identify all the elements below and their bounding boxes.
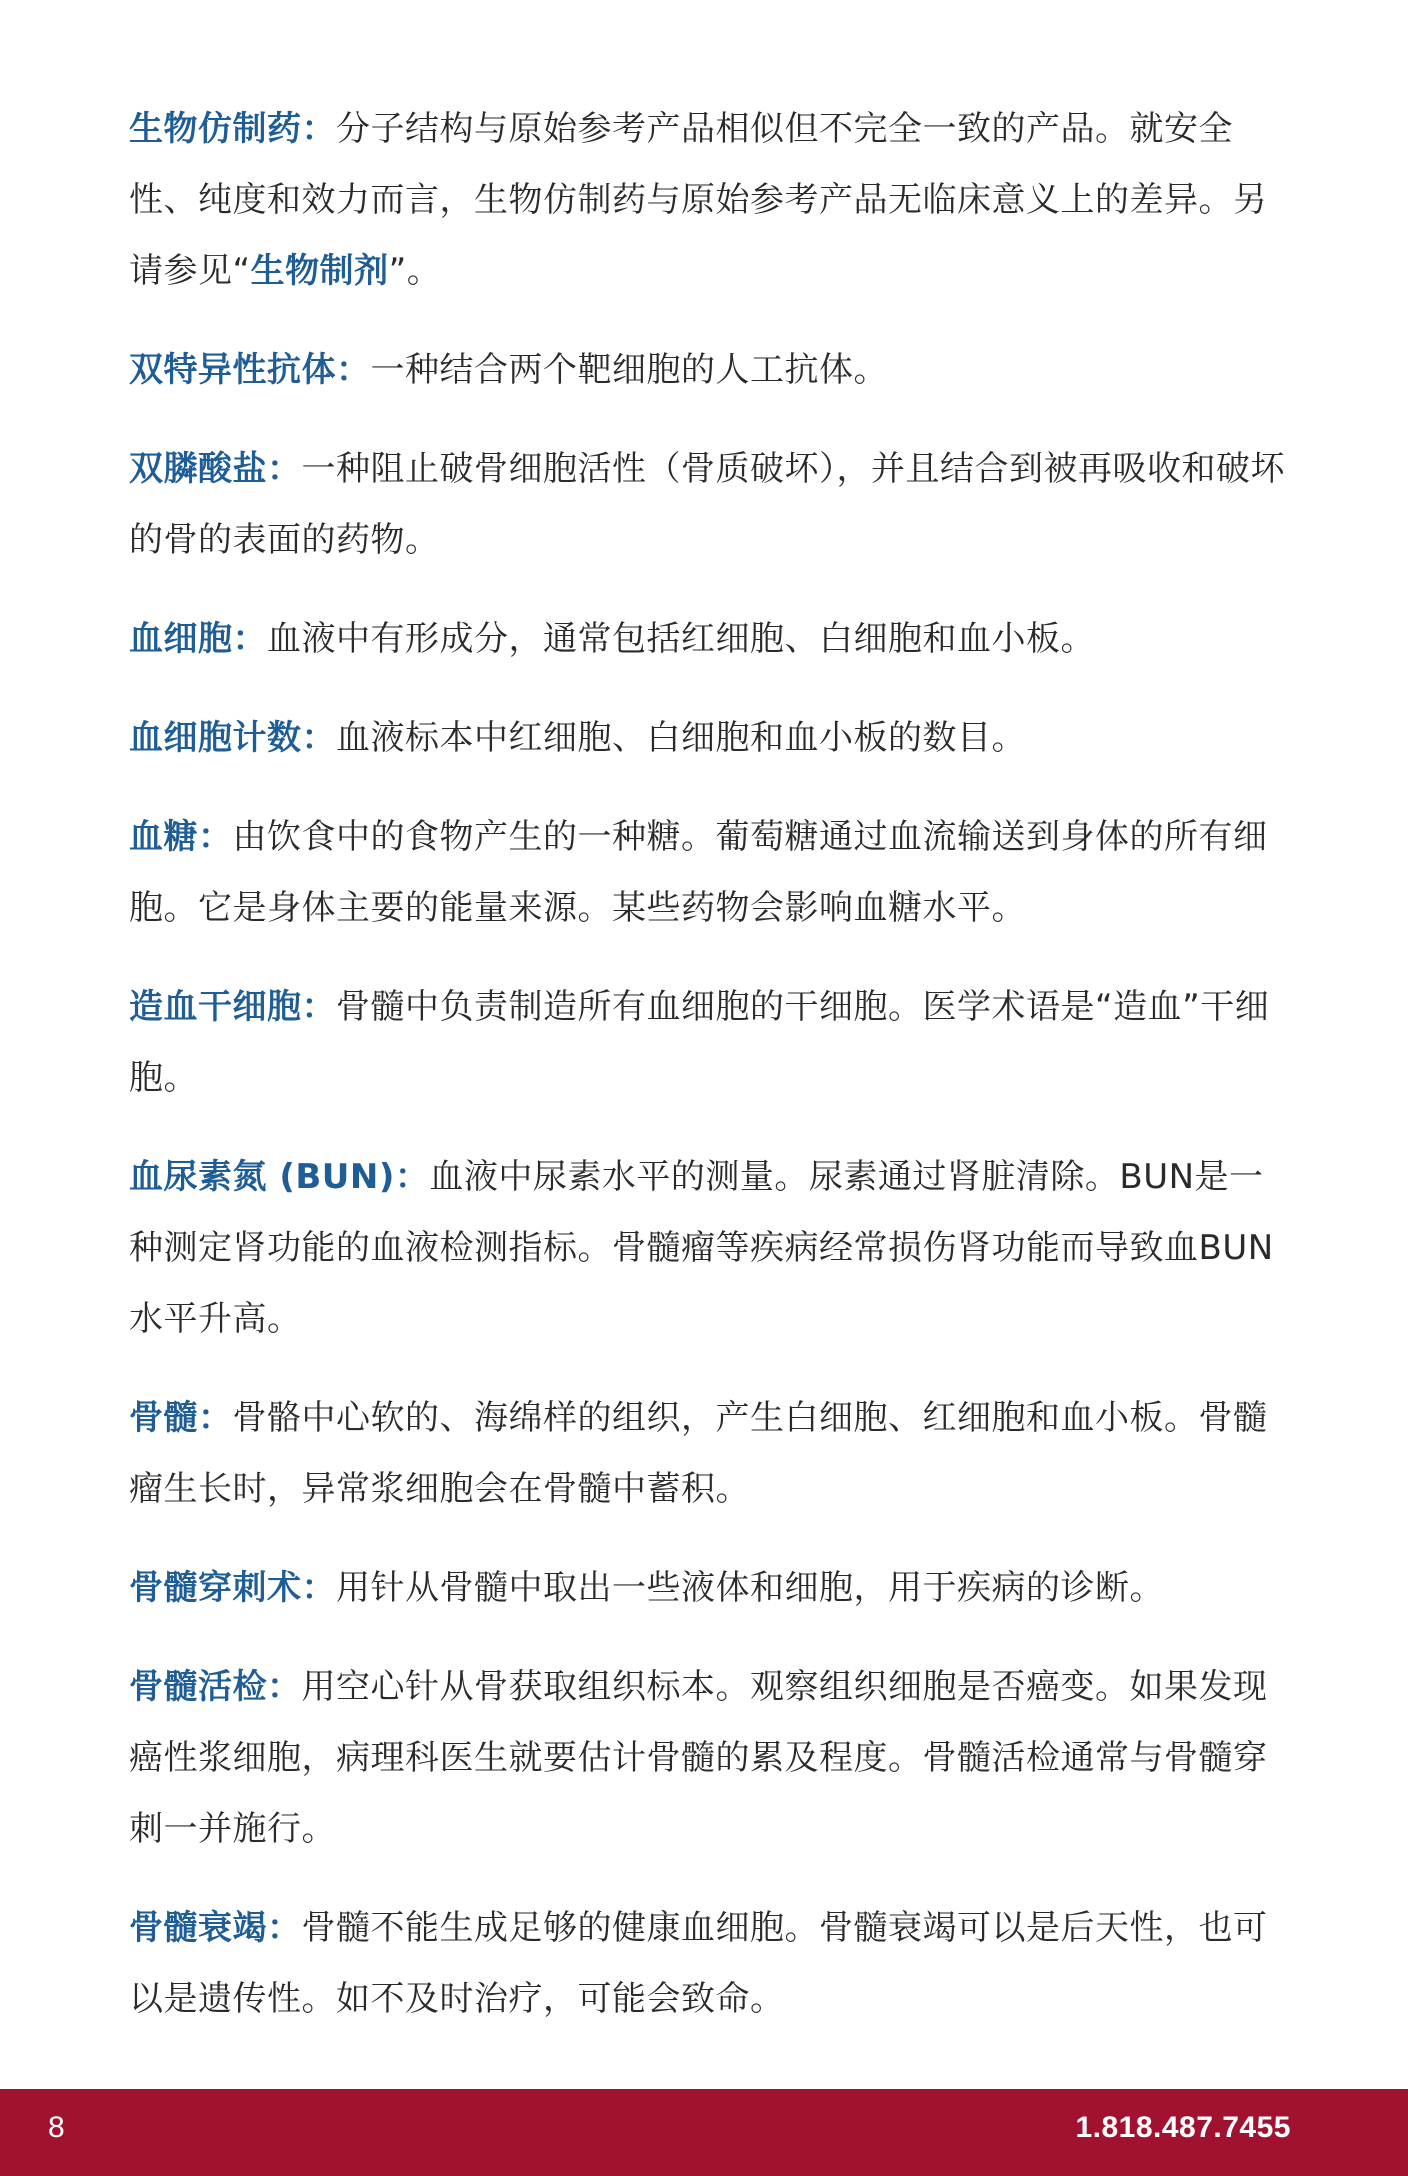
glossary-entry-bisphosphonate: [129, 434, 1289, 576]
cross-reference-link[interactable]: 生物制剂: [250, 251, 389, 291]
page-footer: [0, 2089, 1408, 2176]
glossary-term: 双膦酸盐：: [129, 449, 302, 489]
glossary-entry-bun: [129, 1142, 1289, 1355]
glossary-term: 血细胞：: [129, 619, 267, 659]
page-number: 8: [48, 2111, 65, 2144]
glossary-definition-tail: ”。: [388, 251, 442, 291]
glossary-entry-stem-cells: [129, 972, 1289, 1114]
glossary-definition: 血液中尿素水平的测量。尿素通过肾脏清除。BUN是一种测定肾功能的血液检测指标。骨髓瘤等疾病经常损伤肾功能而导致血BUN水平升高。: [129, 1157, 1274, 1339]
glossary-definition: 分子结构与原始参考产品相似但不完全一致的产品。就安全性、纯度和效力而言，生物仿制药与原始参考产品无临床意义上的差异。另请参见“: [129, 109, 1268, 291]
glossary-term: 生物仿制药：: [129, 109, 336, 149]
glossary-definition: 骨骼中心软的、海绵样的组织，产生白细胞、红细胞和血小板。骨髓瘤生长时，异常浆细胞会在骨髓中蓄积。: [129, 1398, 1268, 1509]
glossary-term: 造血干细胞：: [129, 987, 336, 1027]
glossary-entry-bone-marrow-biopsy: [129, 1652, 1289, 1865]
glossary-entry-blood-count: [129, 703, 1289, 774]
glossary-term: 血尿素氮 (BUN)：: [129, 1157, 430, 1197]
glossary-entry-bone-marrow: [129, 1383, 1289, 1525]
glossary-term: 血糖：: [129, 817, 233, 857]
glossary-term: 骨髓衰竭：: [129, 1908, 302, 1948]
glossary-entry-bispecific-antibody: [129, 335, 1289, 406]
glossary-term: 双特异性抗体：: [129, 350, 371, 390]
glossary-entry-bone-marrow-failure: [129, 1893, 1289, 2035]
glossary-entry-blood-cells: [129, 604, 1289, 675]
glossary-entry-bone-marrow-aspiration: [129, 1553, 1289, 1624]
glossary-definition: 一种阻止破骨细胞活性（骨质破坏），并且结合到被再吸收和破坏的骨的表面的药物。: [129, 449, 1285, 560]
glossary-definition: 血液中有形成分，通常包括红细胞、白细胞和血小板。: [267, 619, 1095, 659]
phone-number[interactable]: 1.818.487.7455: [1075, 2111, 1291, 2144]
glossary-entry-blood-sugar: [129, 802, 1289, 944]
glossary-definition: 由饮食中的食物产生的一种糖。葡萄糖通过血流输送到身体的所有细胞。它是身体主要的能量来源。某些药物会影响血糖水平。: [129, 817, 1268, 928]
glossary-definition: 一种结合两个靶细胞的人工抗体。: [370, 350, 888, 390]
glossary-definition: 血液标本中红细胞、白细胞和血小板的数目。: [336, 718, 1026, 758]
glossary-definition: 骨髓不能生成足够的健康血细胞。骨髓衰竭可以是后天性，也可以是遗传性。如不及时治疗，可能会致命。: [129, 1908, 1268, 2019]
glossary-list: [129, 94, 1289, 2063]
glossary-term: 骨髓活检：: [129, 1667, 302, 1707]
glossary-definition: 骨髓中负责制造所有血细胞的干细胞。医学术语是“造血”干细胞。: [129, 987, 1270, 1098]
glossary-term: 骨髓：: [129, 1398, 233, 1438]
glossary-definition: 用空心针从骨获取组织标本。观察组织细胞是否癌变。如果发现癌性浆细胞，病理科医生就要估计骨髓的累及程度。骨髓活检通常与骨髓穿刺一并施行。: [129, 1667, 1268, 1849]
glossary-term: 血细胞计数：: [129, 718, 336, 758]
glossary-term: 骨髓穿刺术：: [129, 1568, 336, 1608]
glossary-definition: 用针从骨髓中取出一些液体和细胞，用于疾病的诊断。: [336, 1568, 1164, 1608]
glossary-entry-biosimilar: [129, 94, 1289, 307]
